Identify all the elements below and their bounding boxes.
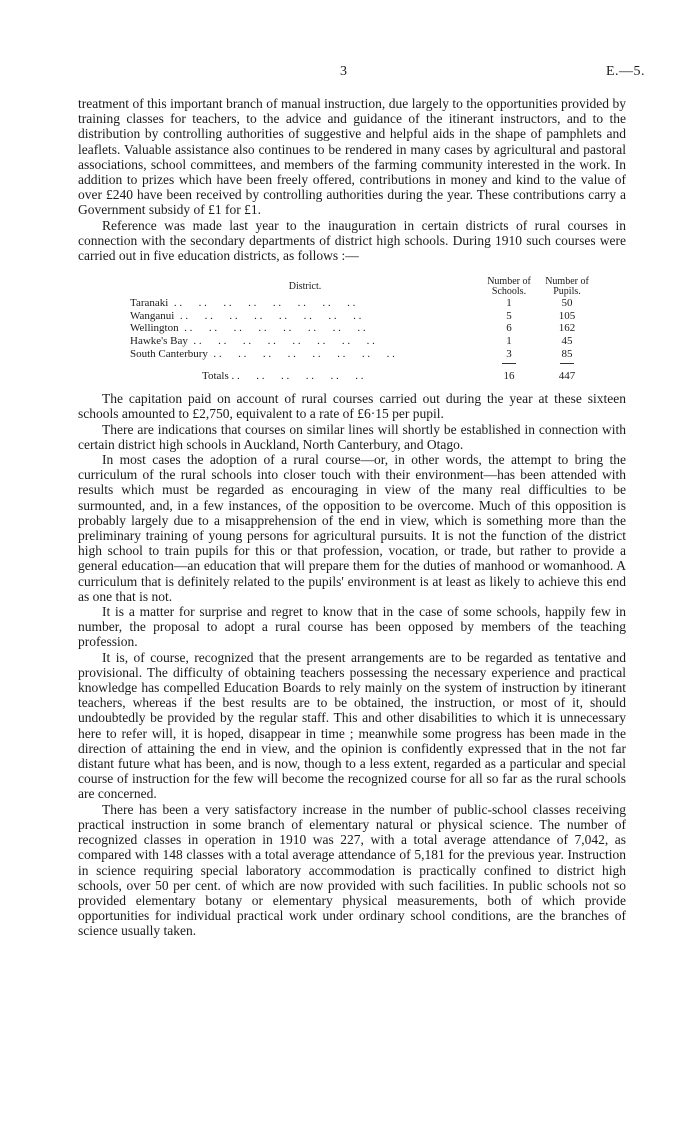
paragraph: Reference was made last year to the inauguration in certain districts of rural courses in connection with the secondary departments of district high schools. During 1910 such courses were carried out in five education districts, as follows :— [78, 217, 626, 264]
table-row [130, 348, 626, 361]
schools-count: 3 [506, 347, 512, 360]
totals-label: Totals . . . . . . . . . . . . [202, 370, 364, 383]
rural-courses-table [130, 271, 626, 383]
header-district: District. [288, 281, 322, 293]
header-schools: Number of Schools. [487, 276, 531, 298]
totals-rule [130, 360, 626, 368]
table-header [130, 271, 626, 297]
header-pupils: Number of Pupils. [545, 276, 589, 298]
schools-count: 1 [506, 297, 512, 310]
pupils-count: 50 [561, 297, 573, 310]
paragraph: The capitation paid on account of rural courses carried out during the year at these sixteen schools amounted to £2,750, equivalent to a rate of £6·15 per pupil. [78, 391, 626, 422]
pupils-count: 45 [561, 335, 573, 348]
paragraph: In most cases the adoption of a rural course—or, in other words, the attempt to bring the curriculum of the rural schools into closer touch with their environment—has been attended with results which must be regarded as encouraging in view of the many real difficulties to be surmounted, and, in a few instances, of the opposition to be overcome. Much of this opposition is probably largely due to a misapprehension of the end in view, which is something more than the preliminary training of young persons for agricultural pursuits. It is not the function of the district high school to train pupils for this or that profession, vocation, or trade, but rather to provide a general education—an education that will prepare them for the duties of manhood or womanhood. A curriculum that is definitely related to the pupils' environment is at least as likely to achieve this end as one that is not. [78, 452, 626, 604]
table-row [130, 310, 626, 323]
page-number: 3 [340, 64, 347, 79]
district-name: Wellington . . . . . . . . . . . . . . . . [130, 322, 366, 335]
paragraph: It is, of course, recognized that the present arrangements are to be regarded as tentative and provisional. The difficulty of obtaining teachers possessing the necessary experience and practical knowledge has compelled Education Boards to rely mainly on the system of instruction by itinerant teachers, whereas if the best results are to be obtained, the instruction, or most of it, should undoubtedly be provided by the regular staff. This and other disabilities to which it is unnecessary here to refer will, it is hoped, disappear in time ; meanwhile some progress has been made in the direction of attaining the end in view, and the opinion is confidently expressed that in the not far distant future what has been, and is now, though to a less extent, regarded as a particular and special course of instruction for the few will become the recognized course for all so far as the rural schools are concerned. [78, 649, 626, 802]
paragraph: There are indications that courses on similar lines will shortly be established in connection with certain district high schools in Auckland, North Canterbury, and Otago. [78, 421, 626, 452]
totals-schools: 16 [503, 370, 515, 383]
table-row [130, 335, 626, 348]
document-reference: E.—5. [605, 64, 645, 79]
pupils-count: 105 [558, 309, 576, 322]
district-name: South Canterbury . . . . . . . . . . . . . . . . [130, 347, 395, 360]
pupils-count: 85 [561, 347, 573, 360]
paragraph: It is a matter for surprise and regret to know that in the case of some schools, happily few in number, the proposal to adopt a rural course has been opposed by members of the teaching profession. [78, 604, 626, 650]
schools-count: 5 [506, 309, 512, 322]
schools-count: 6 [506, 322, 512, 335]
schools-count: 1 [506, 335, 512, 348]
paragraph: There has been a very satisfactory increase in the number of public-school classes receiving practical instruction in some branch of elementary natural or physical science. The number of recognized classes in operation in 1910 was 227, with a total average attendance of 7,042, as compared with 148 classes with a total average attendance of 5,181 for the previous year. Instruction in science requiring special laboratory accommodation is practically confined to district high schools, over 50 per cent. of which are now provided with such facilities. In public schools not so provided elementary botany or elementary physical measurements, both of which provide opportunities for individual practical work under ordinary school conditions, are the branches of science usually taken. [78, 801, 626, 939]
pupils-count: 162 [558, 322, 576, 335]
table-row [130, 297, 626, 310]
paragraph: treatment of this important branch of manual instruction, due largely to the opportunities provided by training classes for teachers, to the advice and guidance of the itinerant instructors, and to the distribution by controlling authorities of suggestive and helpful aids in the shape of pamphlets and leaflets. Valuable assistance also continues to be rendered in many cases by agricultural and pastoral associations, school committees, and members of the farming community interested in the work. In addition to prizes which have been freely offered, contributions in money and kind to the value of over £240 have been received by controlling authorities during the year. These contributions carry a Government subsidy of £1 for £1. [78, 96, 626, 218]
district-name: Taranaki . . . . . . . . . . . . . . . . [130, 297, 356, 310]
table-row [130, 322, 626, 335]
totals-row [130, 370, 626, 383]
district-name: Hawke's Bay . . . . . . . . . . . . . . . . [130, 335, 375, 348]
body-text [78, 96, 626, 939]
totals-pupils: 447 [558, 370, 576, 383]
district-name: Wanganui . . . . . . . . . . . . . . . . [130, 309, 362, 322]
